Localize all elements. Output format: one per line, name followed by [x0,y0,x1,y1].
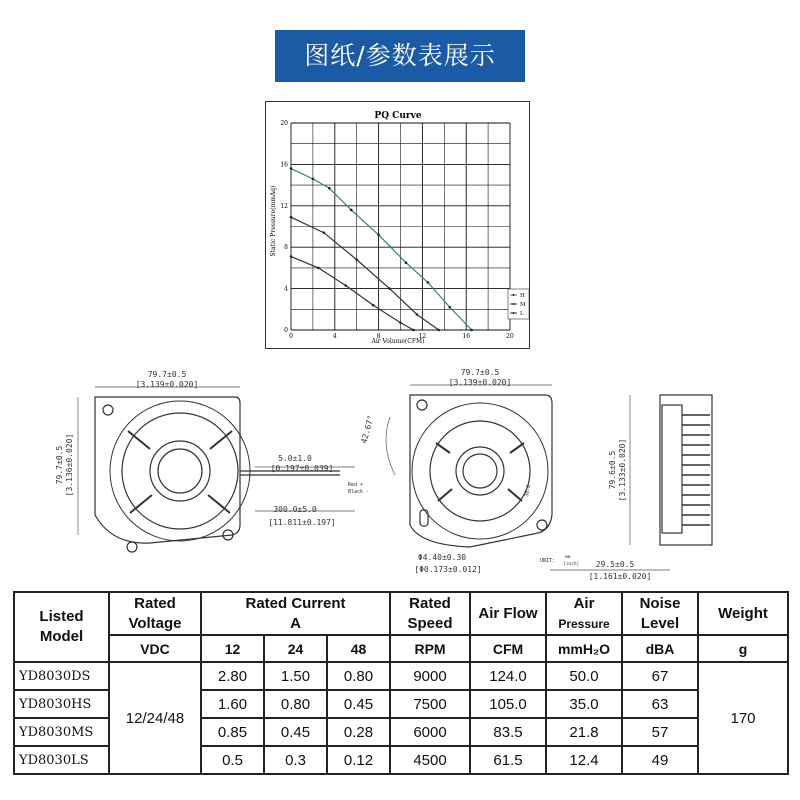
model-cell: YD8030MS [14,718,109,746]
header-voltage: Rated Voltage [109,592,201,635]
cfm-cell: 83.5 [470,718,546,746]
data-point-M [355,258,358,261]
x-tick-label: 4 [332,333,337,340]
x-tick-label: 16 [462,333,471,340]
noise-cell: 57 [622,718,698,746]
front-width-dim: 79.7±0.5 [460,368,500,377]
y-axis-label: Static Pressure(mmAq) [270,185,277,257]
current-12-cell: 1.60 [201,690,264,718]
voltage-cell: 12/24/48 [109,662,201,774]
fan-side-view [660,395,712,545]
wire-black-label: Black - [348,489,370,495]
rpm-cell: 6000 [390,718,470,746]
data-point-H [405,261,408,264]
current-24-cell: 0.3 [264,746,327,774]
cfm-cell: 61.5 [470,746,546,774]
model-cell: YD8030HS [14,690,109,718]
current-48-cell: 0.12 [327,746,390,774]
chart-frame [266,102,530,349]
unit-current-48: 48 [327,635,390,662]
unit-current-24: 24 [264,635,327,662]
legend-label: H [520,293,525,299]
page-title-banner: 图纸/参数表展示 [275,30,525,82]
legend-marker [513,312,515,314]
unit-weight: g [698,635,788,662]
hole-dim-inch: [Φ0.173±0.012] [414,565,482,574]
y-tick-label: 20 [280,120,288,127]
header-row [14,592,788,635]
width-dim: 79.7±0.5 [147,370,187,379]
noise-cell: 67 [622,662,698,690]
wire-length-dim: 300.0±5.0 [273,505,317,514]
wire-strip-dim: 5.0±1.0 [278,454,312,463]
fan-technical-drawing [50,365,750,590]
data-point-M [388,287,391,290]
legend-label: M [520,302,526,308]
data-point-H [470,329,473,332]
data-point-H [328,187,331,190]
spec-table [13,591,789,775]
data-point-H [427,281,430,284]
x-tick-label: 0 [289,333,293,340]
cfm-cell: 124.0 [470,662,546,690]
data-point-H [290,167,293,170]
unit-current-12: 12 [201,635,264,662]
x-axis-label: Air Volume(CFM) [371,338,425,345]
chart-title: PQ Curve [374,111,422,121]
pressure-cell: 12.4 [546,746,622,774]
data-point-M [323,231,326,234]
cfm-cell: 105.0 [470,690,546,718]
unit-inch: [inch] [563,562,580,567]
y-tick-label: 8 [284,244,288,252]
data-point-L [412,329,415,332]
angle-dim: 42.67° [359,414,376,445]
unit-airflow: CFM [470,635,546,662]
units-row [14,635,788,662]
rpm-cell: 9000 [390,662,470,690]
header-airflow: Air Flow [470,592,546,635]
pressure-cell: 35.0 [546,690,622,718]
inner-dim: 38.8 [524,484,533,498]
legend-label: L [520,311,524,317]
y-tick-label: 12 [280,202,288,210]
data-point-L [372,304,375,307]
pq-curve-chart [265,101,530,349]
model-cell: YD8030DS [14,662,109,690]
header-speed: Rated Speed [390,592,470,635]
unit-noise: dBA [622,635,698,662]
unit-voltage: VDC [109,635,201,662]
current-48-cell: 0.45 [327,690,390,718]
front-height-dim-inch: [3.133±0.020] [618,438,627,502]
weight-cell: 170 [698,662,788,774]
header-noise: Noise Level [622,592,698,635]
current-48-cell: 0.28 [327,718,390,746]
front-width-dim-inch: [3.139±0.020] [448,378,512,387]
data-point-M [416,313,419,316]
x-tick-label: 8 [376,333,381,340]
data-point-H [312,178,315,181]
noise-cell: 63 [622,690,698,718]
y-tick-label: 4 [284,285,288,293]
depth-dim-inch: [1.161±0.020] [588,572,652,581]
header-pressure: Air Pressure [546,592,622,635]
data-point-H [448,306,451,309]
unit-speed: RPM [390,635,470,662]
hole-dim: Φ4.40±0.30 [417,553,467,562]
width-dim-inch: [3.139±0.020] [135,380,199,389]
legend-marker [513,303,515,305]
table-row [14,662,788,690]
dim-lines-front [386,385,670,570]
front-height-dim: 79.6±0.5 [608,450,617,490]
current-12-cell: 0.5 [201,746,264,774]
chart-legend [508,289,529,319]
current-12-cell: 0.85 [201,718,264,746]
data-point-M [290,216,293,219]
data-point-L [317,267,320,270]
current-24-cell: 0.80 [264,690,327,718]
header-current: Rated Current A [201,592,390,635]
height-dim: 79.7±0.5 [55,445,64,485]
noise-cell: 49 [622,746,698,774]
x-tick-label: 20 [506,333,514,340]
header-model: Listed Model [14,592,109,662]
unit-pressure: mmH₂O [546,635,622,662]
header-weight: Weight [698,592,788,635]
data-point-L [344,284,347,287]
x-tick-label: 12 [418,333,427,340]
pressure-cell: 50.0 [546,662,622,690]
data-point-M [438,329,441,332]
current-48-cell: 0.80 [327,662,390,690]
current-12-cell: 2.80 [201,662,264,690]
fan-front-view [410,395,552,547]
model-cell: YD8030LS [14,746,109,774]
fan-back-view [95,397,340,552]
y-tick-label: 0 [284,327,288,334]
rpm-cell: 4500 [390,746,470,774]
data-point-L [290,255,293,258]
wire-red-label: Red + [348,482,364,488]
data-point-H [377,233,380,236]
depth-dim: 29.5±0.5 [595,560,635,569]
unit-mm: mm [565,555,571,560]
rpm-cell: 7500 [390,690,470,718]
y-tick-label: 16 [280,161,288,169]
pressure-cell: 21.8 [546,718,622,746]
height-dim-inch: [3.136±0.020] [65,433,74,497]
wire-strip-dim-inch: [0.197±0.039] [270,464,334,473]
data-point-H [350,209,353,212]
unit-label: UNIT: [540,558,556,564]
current-24-cell: 1.50 [264,662,327,690]
current-24-cell: 0.45 [264,718,327,746]
legend-marker [513,294,515,296]
wire-length-dim-inch: [11.811±0.197] [268,518,336,527]
data-point-L [399,321,402,324]
